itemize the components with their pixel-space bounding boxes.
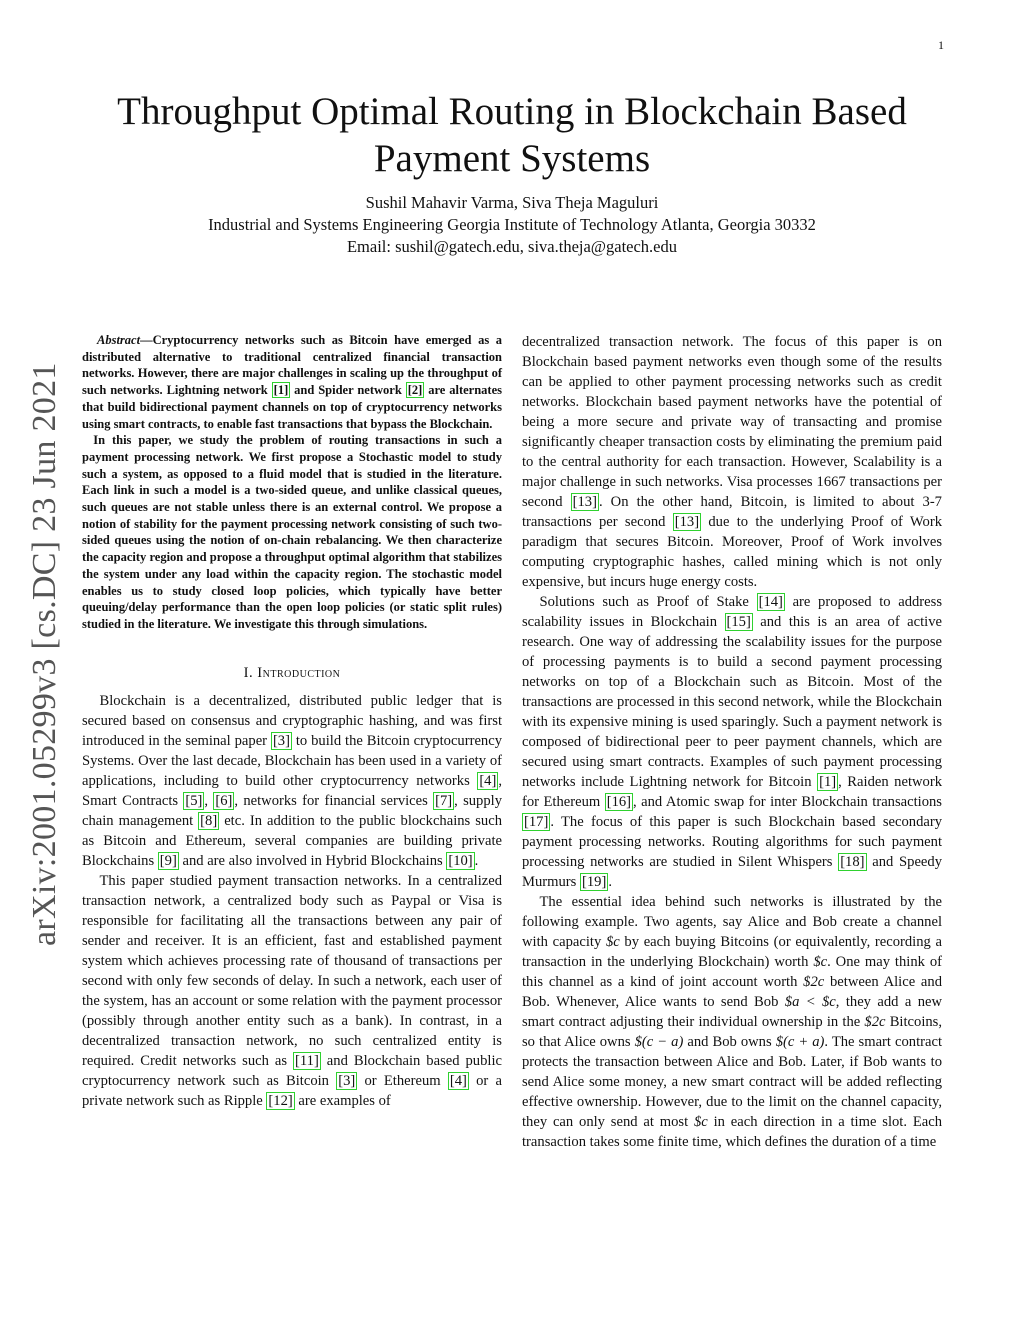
citation-link[interactable]: [18]	[840, 854, 865, 870]
arxiv-identifier-stamp: arXiv:2001.05299v3 [cs.DC] 23 Jun 2021	[26, 362, 63, 946]
text-run: or a private network such as Ripple	[82, 1072, 502, 1109]
left-column	[82, 332, 502, 1111]
text-run: etc. In addition to the public blockchains such as Bitcoin and Ethereum, several companies are building private Blockchains	[82, 812, 502, 869]
text-run: . The smart contract protects the transaction between Alice and Bob. Later, if Bob wants to send Alice some money, a new smart contract will be added reflecting effective ownership. However, due to the limit on the channel capacity, they can only send at most	[522, 1034, 943, 1130]
text-run: decentralized transaction network. The focus of this paper is on Blockchain based payment networks even though some of the results can be applied to other payment processing networks such as credit networks. Blockchain based payment networks have the potential of being a more secure and private way of transacting and promise significantly cheaper transaction costs by eliminating the premium paid to the central authority for each transaction. However, Scalability is a major challenge in such networks. Visa processes 1667 transactions per second	[522, 334, 942, 510]
intro-paragraph-2	[82, 871, 502, 1111]
text-run: are proposed to address scalability issues in Blockchain	[522, 594, 942, 630]
text-run: due to the underlying Proof of Work paradigm that secures Bitcoin. Moreover, Proof of Work involves computing cryptographic hashes, called mining which is not only expensive, but incurs huge energy costs.	[522, 514, 942, 590]
text-run: . One may think of this channel as a kind of joint account worth	[522, 954, 943, 990]
section-number: I.	[243, 664, 258, 681]
text-run: ,	[204, 792, 214, 809]
math-expression: $a < $c	[784, 994, 836, 1010]
text-run: —Cryptocurrency networks such as Bitcoin have emerged as a distributed alternative to traditional centralized financial transaction networks. However, there are major challenges in scaling up the throughput of such networks. Lightning network	[82, 333, 502, 398]
citation-link[interactable]: [16]	[606, 794, 632, 810]
text-run: The essential idea behind such networks is illustrated by the following example. Two agents, say Alice and Bob create a channel with capacity	[522, 894, 942, 950]
math-expression: $c	[693, 1114, 708, 1130]
text-run: Blockchain is a decentralized, distributed public ledger that is secured based on consensus and cryptographic hashing, and was first introduced in the seminal paper	[82, 692, 502, 749]
right-paragraph-1	[522, 332, 942, 592]
text-run: and Bob owns	[683, 1034, 776, 1050]
text-run: by each buying Bitcoins (or equivalently, recording a transaction in the underlying Blockchain) worth	[522, 934, 942, 970]
section-title: Introduction	[257, 664, 341, 681]
title-line-2: Payment Systems	[373, 137, 651, 180]
citation-link[interactable]: [11]	[295, 1052, 319, 1069]
citation-link[interactable]: [4]	[479, 772, 497, 789]
citation-link[interactable]: [8]	[200, 812, 218, 829]
text-run: .	[474, 852, 479, 869]
citation-link[interactable]: [2]	[407, 383, 423, 398]
paper-title	[0, 88, 1024, 182]
right-paragraph-2	[522, 592, 942, 892]
citation-link[interactable]: [19]	[581, 874, 607, 890]
text-run: , they add a new smart contract adjusting their individual ownership in the	[522, 994, 943, 1030]
citation-link[interactable]: [13]	[674, 514, 700, 530]
text-run: in each direction in a time slot. Each transaction takes some finite time, which defines the duration of a time	[522, 1114, 942, 1150]
math-expression: $2c	[803, 974, 825, 990]
citation-link[interactable]: [5]	[185, 792, 203, 809]
right-column	[522, 332, 942, 1152]
page-number: 1	[938, 38, 944, 52]
citation-link[interactable]: [13]	[572, 494, 597, 510]
author-names: Sushil Mahavir Varma, Siva Theja Maguluri	[365, 193, 659, 212]
citation-link[interactable]: [3]	[338, 1072, 356, 1089]
text-run: and Speedy Murmurs	[522, 854, 942, 890]
text-run: , and Atomic swap for inter Blockchain transactions	[633, 794, 942, 810]
text-run: and this is an area of active research. One way of addressing the scalability issues for the purpose of processing payments is to build a second payment processing networks on top of a Blockchain such as Bitcoin. Most of the transactions are processed in this second network, while the Blockchain with its expensive mining is used sparingly. Such a payment network is composed of bidirectional peer to peer payment channels, which are secured using smart contracts. Examples of such payment processing networks include Lightning network for Bitcoin	[522, 614, 942, 790]
text-run: .	[608, 874, 612, 890]
citation-link[interactable]: [4]	[449, 1072, 467, 1089]
math-expression: $(c + a)	[775, 1034, 825, 1050]
text-run: . On the other hand, Bitcoin, is limited to about 3-7 transactions per second	[522, 494, 942, 530]
text-run: between Alice and Bob. Whenever, Alice wants to send Bob	[522, 974, 943, 1010]
text-run: This paper studied payment transaction networks. In a centralized transaction network, a centralized body such as Paypal or Visa is responsible for facilitating all the transactions between any pair of sender and receiver. It is an efficient, fast and established payment system which achieves processing rate of thousand of transactions per second with only few seconds of delay. In such a network, each user of the system, has an account or some relation with the payment processor (possibly through another entity such as a bank). In contrast, in a decentralized transaction network, no such centralized entity is required. Credit networks such as	[82, 872, 502, 1069]
author-affiliation: Industrial and Systems Engineering Georgia Institute of Technology Atlanta, Georgia 30332	[208, 215, 816, 234]
section-heading-introduction	[82, 663, 502, 683]
text-run: Solutions such as Proof of Stake	[539, 594, 757, 610]
text-run: . The focus of this paper is such Blockchain based secondary payment processing networks. Routing algorithms for such payment processing networks are studied in Silent Whispers	[522, 814, 942, 870]
citation-link[interactable]: [9]	[159, 852, 177, 869]
title-line-1: Throughput Optimal Routing in Blockchain Based	[117, 90, 907, 133]
citation-link[interactable]: [3]	[272, 732, 290, 749]
text-run: , Smart Contracts	[82, 772, 502, 809]
abstract-label: Abstract	[97, 333, 141, 347]
citation-link[interactable]: [15]	[726, 614, 751, 630]
math-expression: $c	[605, 934, 620, 950]
citation-link[interactable]: [10]	[448, 852, 473, 869]
citation-link[interactable]: [17]	[524, 814, 549, 830]
text-run: are alternates that build bidirectional payment channels on top of cryptocurrency networks using smart contracts, to enable fast transactions that bypass the Blockchain.	[82, 383, 502, 431]
text-run: or Ethereum	[357, 1072, 448, 1089]
text-run: , supply chain management	[82, 792, 503, 829]
intro-paragraph-1	[82, 691, 502, 871]
text-run: , networks for financial services	[234, 792, 434, 809]
abstract-paragraph-1	[82, 332, 502, 432]
math-expression: $c	[813, 954, 828, 970]
paper-header	[0, 88, 1024, 258]
citation-link[interactable]: [1]	[273, 383, 289, 398]
abstract-paragraph-2: In this paper, we study the problem of routing transactions in such a payment processing network. We first propose a Stochastic model to study such a system, as opposed to a fluid model that is studied in the literature. Each link in such a model is a two-sided queue, and unlike classical queues, such queues are not stable unless there is an external control. We propose a notion of stability for the payment processing network consisting of such two-sided queues using the notion of on-chain rebalancing. We then characterize the capacity region and propose a throughput optimal algorithm that stabilizes the system under any load within the capacity region. The stochastic model enables us to study closed loop policies, which typically have better queuing/delay performance than the open loop policies (or static split rules) studied in the literature. We investigate this through simulations.	[82, 433, 502, 631]
text-run: and are also involved in Hybrid Blockchains	[178, 852, 447, 869]
citation-link[interactable]: [6]	[215, 792, 233, 809]
text-run: and Spider network	[290, 383, 406, 398]
citation-link[interactable]: [12]	[268, 1092, 293, 1109]
abstract	[82, 332, 502, 633]
citation-link[interactable]: [14]	[758, 594, 783, 610]
citation-link[interactable]: [1]	[819, 774, 837, 790]
text-run: , Raiden network for Ethereum	[522, 774, 942, 810]
right-paragraph-3	[522, 892, 942, 1152]
math-expression: $2c	[864, 1014, 886, 1030]
citation-link[interactable]: [7]	[435, 792, 453, 809]
math-expression: $(c − a)	[634, 1034, 684, 1050]
text-run: to build the Bitcoin cryptocurrency Systems. Over the last decade, Blockchain has been used in a variety of applications, including to build other cryptocurrency networks	[82, 732, 502, 789]
text-run: Bitcoins, so that Alice owns	[522, 1014, 942, 1050]
text-run: are examples of	[294, 1092, 391, 1109]
text-run: and Blockchain based public cryptocurrency network such as Bitcoin	[82, 1052, 502, 1089]
author-email: Email: sushil@gatech.edu, siva.theja@gatech.edu	[346, 237, 678, 256]
